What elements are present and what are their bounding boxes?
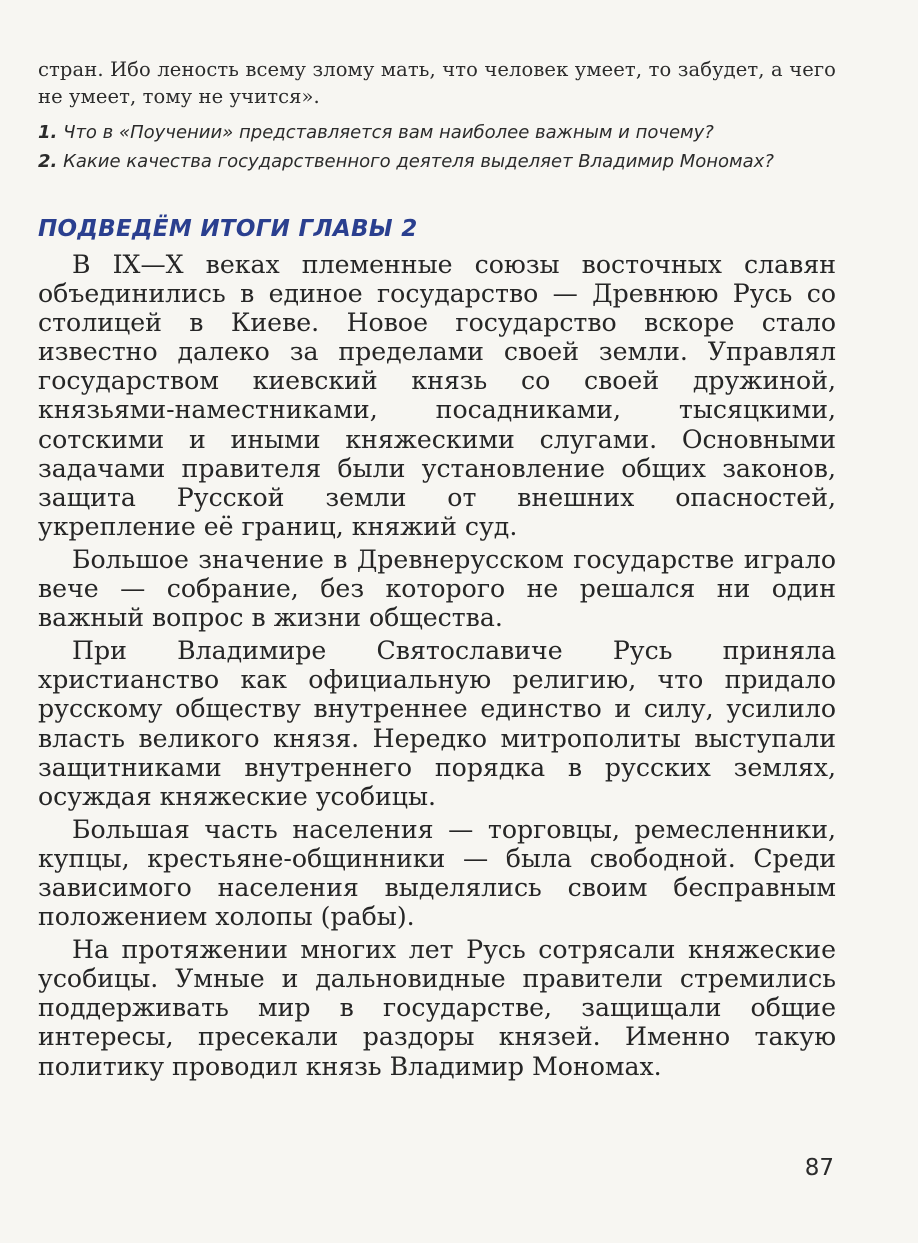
paragraph-4: Большая часть населения — торговцы, ремесленники, купцы, крестьяне-общинники — была свободной. Среди зависимого населения выделялись своим бесправным положением холопы (рабы). [38, 814, 836, 932]
paragraph-2: Большое значение в Древнерусском государстве играло вече — собрание, без которого не решался ни один важный вопрос в жизни общества. [38, 544, 836, 633]
quote-ending: стран. Ибо леность всему злому мать, что человек умеет, то забудет, а чего не умеет, тому не учится». [38, 58, 836, 108]
question-2 [38, 149, 836, 174]
question-1-number: 1. [38, 122, 58, 143]
paragraph-1: В IX—X веках племенные союзы восточных славян объединились в единое государство — Древнюю Русь со столицей в Киеве. Новое государство вскоре стало известно далеко за пределами своей земли. Управлял государством киевский князь со своей дружиной, князьями-наместниками, посадниками, тысяцкими, сотскими и иными княжескими слугами. Основными задачами правителя были установление общих законов, защита Русской земли от внешних опасностей, укрепление её границ, княжий суд. [38, 250, 836, 541]
paragraph-3: При Владимире Святославиче Русь приняла христианство как официальную религию, что придало русскому обществу внутреннее единство и силу, усилило власть великого князя. Нередко митрополиты выступали защитниками внутреннего порядка в русских землях, осуждая княжеские усобицы. [38, 636, 836, 811]
textbook-page [38, 56, 836, 1081]
question-1 [38, 120, 836, 145]
paragraph-5: На протяжении многих лет Русь сотрясали княжеские усобицы. Умные и дальновидные правители стремились поддерживать мир в государстве, защищали общие интересы, пресекали раздоры князей. Именно такую политику проводил князь Владимир Мономах. [38, 935, 836, 1081]
question-2-number: 2. [38, 151, 58, 172]
page-number: 87 [804, 1155, 834, 1181]
question-1-text: Что в «Поучении» представляется вам наиболее важным и почему? [63, 122, 714, 143]
section-title: ПОДВЕДЁМ ИТОГИ ГЛАВЫ 2 [38, 216, 418, 242]
question-2-text: Какие качества государственного деятеля выделяет Владимир Мономах? [63, 151, 774, 172]
